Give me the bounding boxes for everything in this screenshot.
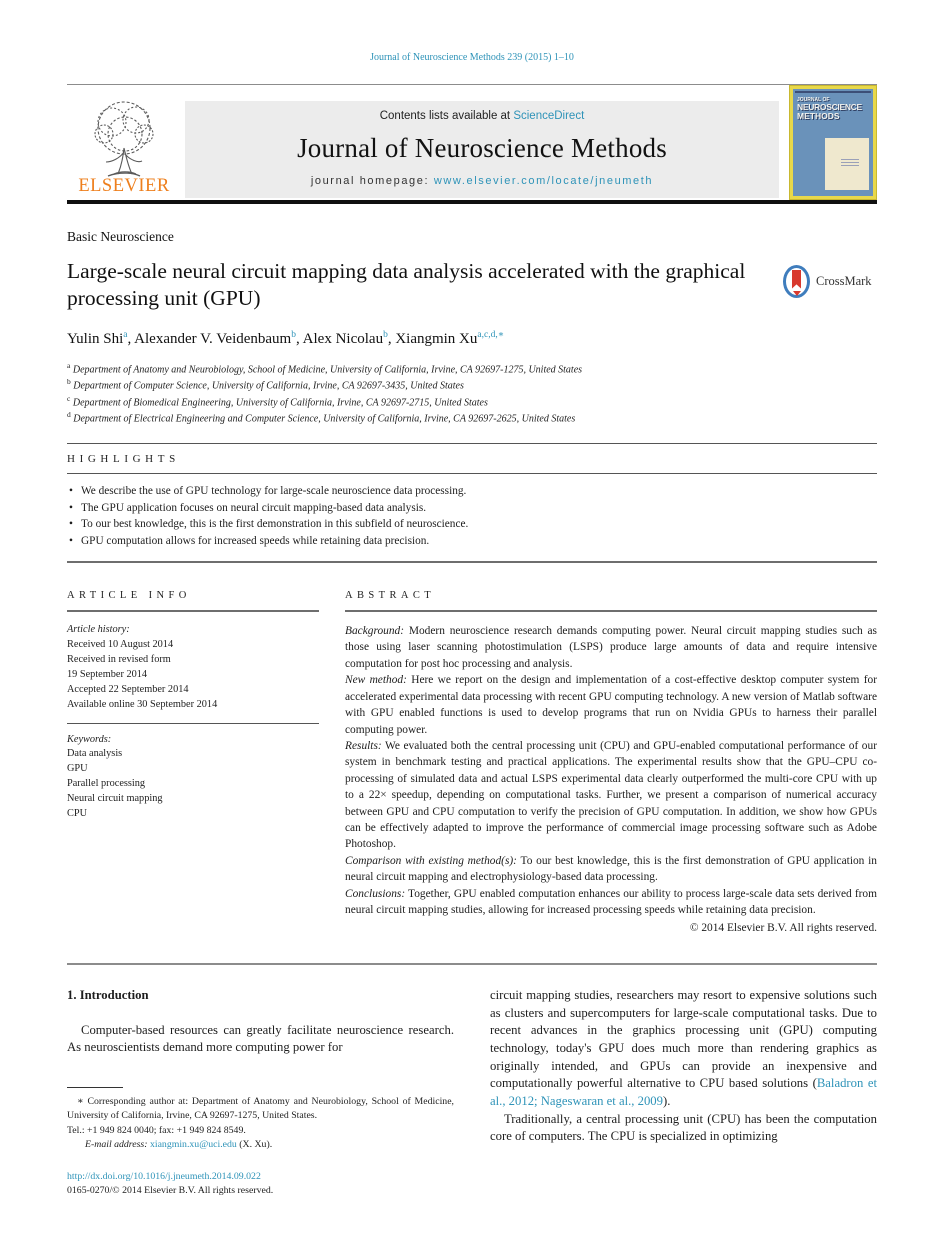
author: Yulin Shi$^a$,	[67, 330, 135, 348]
homepage-line	[195, 175, 769, 187]
author-name: Xiangmin Xu	[395, 331, 478, 348]
issn-copyright-line: 0165-0270/© 2014 Elsevier B.V. All rights reserved.	[67, 1185, 274, 1197]
homepage-prefix: journal homepage:	[310, 175, 434, 187]
footnote-email-line	[67, 1138, 454, 1152]
keyword: GPU	[67, 763, 88, 775]
crossmark-icon	[783, 265, 810, 298]
abstract-body	[345, 623, 877, 919]
abstract-paragraph-text: Modern neuroscience research demands computing power. Neural circuit mapping studies such as those using laser scanning photostimulation (LSPS) produce large amounts of data and require intensive computation for post hoc processing and analysis.	[345, 624, 877, 670]
journal-homepage-link[interactable]: www.elsevier.com/locate/jneumeth	[433, 175, 654, 187]
highlight-item: • GPU computation allows for increased speeds while retaining data precision.	[69, 533, 877, 549]
abstract-paragraph	[345, 672, 877, 738]
paragraph-text-end: ).	[663, 1093, 671, 1108]
abstract-paragraph	[345, 623, 877, 672]
affiliation	[67, 410, 877, 426]
author-name: Alexander V. Veidenbaum	[134, 331, 292, 348]
affiliation	[67, 377, 877, 393]
author-name: Yulin Shi	[67, 331, 124, 348]
affiliation-sup: d	[67, 410, 71, 420]
abstract-paragraph	[345, 853, 877, 886]
keyword: Data analysis	[67, 748, 123, 760]
affiliation-text: Department of Anatomy and Neurobiology, School of Medicine, University of California, Irvine, CA 92697-1275, United States	[70, 364, 583, 376]
affiliation-list	[67, 361, 877, 426]
email-suffix: (X. Xu).	[236, 1139, 273, 1151]
article-info-heading: ARTICLE INFO	[67, 589, 191, 601]
body-right-paragraph-1	[490, 987, 877, 1111]
abstract-paragraph	[345, 738, 877, 853]
article-history-line: Received in revised form	[67, 653, 171, 665]
journal-title: Journal of Neuroscience Methods	[297, 133, 667, 163]
abstract-paragraph-label: Results:	[345, 739, 382, 752]
author-affiliation-sup: b	[291, 330, 296, 341]
body-right-paragraph-2: Traditionally, a central processing unit (CPU) has been the computation core of computers. The CPU is specialized in optimizing	[490, 1111, 877, 1144]
copyright-line: © 2014 Elsevier B.V. All rights reserved.	[689, 921, 877, 934]
affiliation-sup: c	[67, 393, 71, 403]
abstract-paragraph-text: To our best knowledge, this is the first demonstration of GPU application in neural circuit mapping and electrophysiology-based data processing.	[345, 854, 877, 884]
highlight-item: • The GPU application focuses on neural circuit mapping-based data analysis.	[69, 500, 877, 516]
author	[395, 331, 504, 347]
keyword: Parallel processing	[67, 778, 146, 790]
affiliation-sup: a	[67, 361, 71, 371]
article-history-line: Accepted 22 September 2014	[67, 683, 189, 695]
header-bottom-bar	[67, 200, 877, 204]
affiliation-sup: b	[67, 377, 71, 387]
article-info-divider	[67, 723, 319, 724]
abstract-paragraph-text: We evaluated both the central processing unit (CPU) and GPU-enabled computational performance of our system in benchmark testing and practical applications. The experimental results show that the GPU–CPU co-processing of simulated data and actual LSPS experimental data clearly outperformed the multi-core CPU with up to a 22× speedup, depending on computational tasks. Further, we present a comparison of numerical accuracy between GPU and CPU computation to verify the precision of GPU computation. In addition, we show how GPUs can be effectively adapted to improve the performance of commercial image processing software such as Adobe Photoshop.	[345, 739, 877, 851]
body-right-column	[490, 987, 877, 1199]
crossmark-badge[interactable]	[783, 260, 873, 302]
abstract-paragraph	[345, 886, 877, 919]
article-info-column	[67, 590, 319, 936]
elsevier-tree-icon	[67, 98, 181, 178]
info-section-top-rule	[67, 561, 877, 563]
cover-box-lines	[841, 159, 859, 168]
paragraph-text: circuit mapping studies, researchers may resort to expensive solutions such as clusters and supercomputers for large-scale computational tasks. Due to recent advances in the graphics processing unit (GPU) computing technology, today's GPU does much more than rendering graphics as originally intended, and GPUs can provide an inexpensive and computationally powerful alternative to CPU based solutions (	[490, 987, 877, 1091]
footnote-line2: Tel.: +1 949 824 0040; fax: +1 949 824 8549.	[67, 1124, 246, 1136]
abstract-paragraph-text: Here we report on the design and implementation of a cost-effective desktop computer system for accelerated experimental data processing with recent GPU computing technology. A new version of Matlab software with GPU enabled functions is used to develop programs that run on Nvidia GPUs to harness their parallel computing power.	[345, 674, 877, 736]
journal-cover-art	[793, 89, 873, 196]
affiliation	[67, 394, 877, 410]
keywords-label: Keywords:	[67, 733, 112, 745]
highlight-item: • To our best knowledge, this is the first demonstration in this subfield of neuroscience.	[69, 516, 877, 532]
cover-cream-box	[825, 138, 869, 190]
journal-cover-thumbnail[interactable]	[789, 85, 877, 200]
elsevier-logo	[67, 98, 181, 197]
affiliation-text: Department of Biomedical Engineering, University of California, Irvine, CA 92697-2715, United States	[70, 397, 488, 409]
cover-title-line1: JOURNAL OF	[797, 97, 830, 103]
journal-citation: Journal of Neuroscience Methods 239 (2015) 1–10	[370, 52, 574, 63]
journal-masthead	[185, 101, 779, 198]
journal-section-label: Basic Neuroscience	[67, 229, 174, 244]
citation-link[interactable]: Baladron et al., 2012; Nageswaran et al., 2009	[490, 1076, 877, 1108]
cover-top-strip	[795, 91, 871, 95]
keyword: CPU	[67, 808, 88, 820]
cover-title-line2: NEUROSCIENCE	[797, 102, 862, 113]
abstract-column	[345, 590, 877, 936]
affiliation	[67, 361, 877, 377]
footnote-line1: ∗ Corresponding author at: Department of Anatomy and Neurobiology, School of Medicine, University of California, Irvine, CA 92697-1275, United States.	[67, 1095, 454, 1122]
article-history-line: Available online 30 September 2014	[67, 698, 218, 710]
contents-line-text: Contents lists available at	[379, 110, 514, 122]
abstract-paragraph-label: Comparison with existing method(s):	[345, 854, 517, 867]
author-affiliation-sup: b	[383, 330, 388, 341]
cover-title-line3: METHODS	[797, 111, 840, 122]
abstract-paragraph-label: Conclusions:	[345, 887, 406, 900]
affiliation-text: Department of Electrical Engineering and Computer Science, University of California, Irvine, CA 92697-2625, United States	[70, 413, 576, 425]
contents-line	[195, 110, 769, 122]
author-name: Alex Nicolau	[302, 331, 384, 348]
abstract-paragraph-label: New method:	[345, 674, 407, 687]
abstract-heading: ABSTRACT	[345, 589, 436, 601]
highlight-item: • We describe the use of GPU technology for large-scale neuroscience data processing.	[69, 483, 877, 499]
highlights-heading: HIGHLIGHTS	[67, 453, 180, 466]
author: Alexander V. Veidenbaum$^b$,	[134, 330, 303, 348]
keywords-list	[67, 747, 319, 822]
journal-header	[67, 85, 877, 200]
author-affiliation-sup: a	[123, 330, 128, 341]
elsevier-wordmark: ELSEVIER	[78, 176, 170, 196]
abstract-paragraph-label: Background:	[345, 624, 405, 637]
author-affiliation-sup: a,c,d,∗	[477, 330, 505, 341]
body-left-column	[67, 987, 454, 1199]
body-top-rule	[67, 963, 877, 965]
doi-block	[67, 1170, 454, 1199]
highlights-list	[67, 474, 877, 561]
article-history-list	[67, 638, 319, 713]
doi-link[interactable]: http://dx.doi.org/10.1016/j.jneumeth.2014.09.022	[67, 1170, 261, 1182]
introduction-heading: 1. Introduction	[67, 987, 149, 1002]
article-history-line: Received 10 August 2014	[67, 638, 174, 650]
article-title: Large-scale neural circuit mapping data analysis accelerated with the graphical processing unit (GPU)	[67, 259, 746, 311]
author-line	[67, 329, 877, 348]
email-label: E-mail address:	[85, 1139, 150, 1151]
abstract-heading-rule	[345, 610, 877, 612]
introduction-paragraph: Computer-based resources can greatly facilitate neuroscience research. As neuroscientists demand more computing power for	[67, 1022, 454, 1055]
footnote-rule	[67, 1087, 123, 1088]
email-link[interactable]: xiangmin.xu@uci.edu	[149, 1139, 237, 1151]
keyword: Neural circuit mapping	[67, 793, 163, 805]
crossmark-label: CrossMark	[816, 273, 872, 288]
cover-title	[797, 98, 871, 121]
article-history-label: Article history:	[67, 623, 130, 635]
sciencedirect-link[interactable]: ScienceDirect	[513, 110, 585, 122]
affiliation-text: Department of Computer Science, University of California, Irvine, CA 92697-3435, United States	[70, 380, 464, 392]
article-info-heading-rule	[67, 610, 319, 612]
abstract-paragraph-text: Together, GPU enabled computation enhances our ability to process large-scale data sets derived from neural circuit mapping studies, allowing for increased processing speeds while retaining data precision.	[345, 887, 877, 917]
corresponding-author-footnote	[67, 1087, 454, 1153]
author: Alex Nicolau$^b$,	[302, 330, 396, 348]
article-history-line: 19 September 2014	[67, 668, 148, 680]
